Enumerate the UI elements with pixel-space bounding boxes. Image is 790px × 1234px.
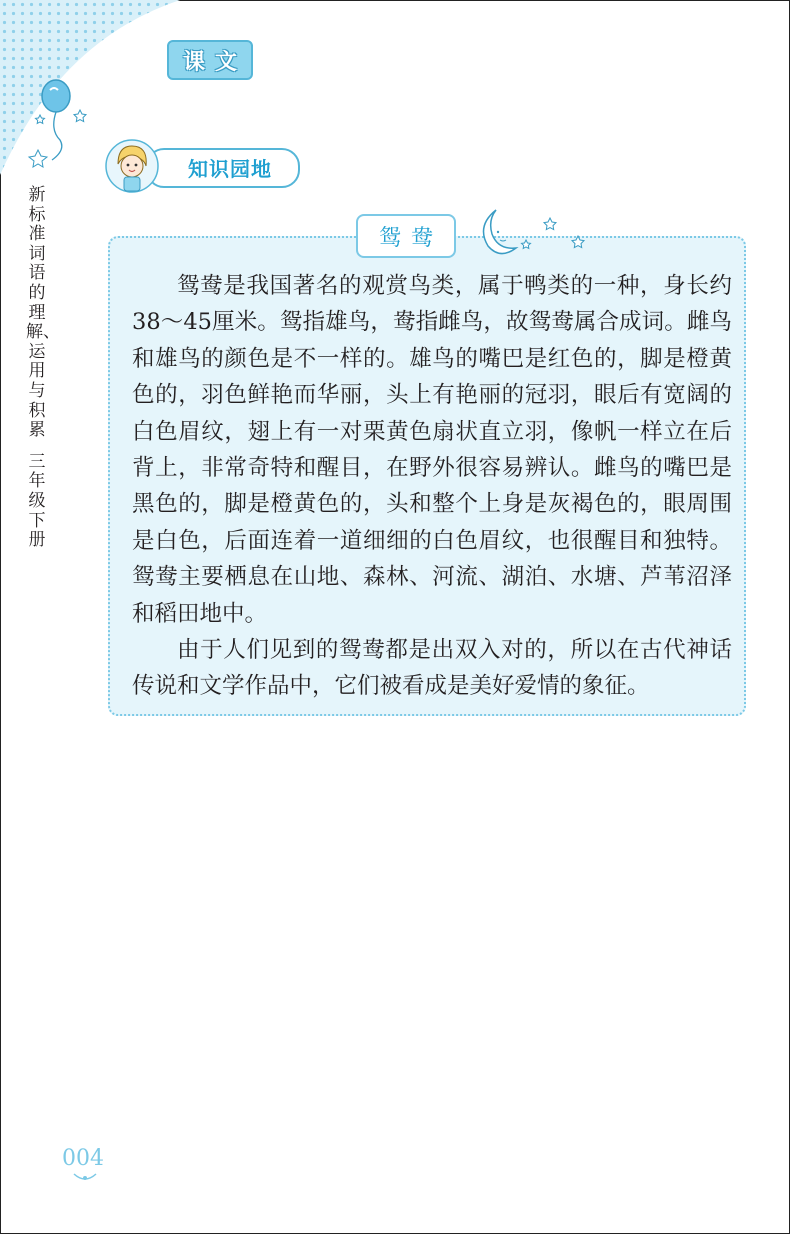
book-grade-text: 三年级下册 xyxy=(28,451,46,551)
balloon-icon xyxy=(42,80,70,160)
passage-paragraph-2: 由于人们见到的鸳鸯都是出双入对的，所以在古代神话传说和文学作品中，它们被看成是美好爱情的象征。 xyxy=(132,637,732,700)
girl-mascot-icon xyxy=(104,138,164,198)
passage-body xyxy=(132,268,732,705)
section-banner-text: 知识园地 xyxy=(188,157,272,181)
section-banner xyxy=(146,148,300,188)
passage-paragraph-1: 鸳鸯是我国著名的观赏鸟类，属于鸭类的一种，身长约38～45厘米。鸳指雄鸟，鸯指雌鸟，故鸳鸯属合成词。雌鸟和雄鸟的颜色是不一样的。雄鸟的嘴巴是红色的，脚是橙黄色的，羽色鲜艳而华丽，头上有艳丽的冠羽，眼后有宽阔的白色眉纹，翅上有一对栗黄色扇状直立羽，像帆一样立在后背上，非常奇特和醒目，在野外很容易辨认。雌鸟的嘴巴是黑色的，脚是橙黄色的，头和整个上身是灰褐色的，眼周围是白色，后面连着一道细细的白色眉纹，也很醒目和独特。鸳鸯主要栖息在山地、森林、河流、湖泊、水塘、芦苇沼泽和稻田地中。 xyxy=(132,273,732,627)
page-number: 004 xyxy=(62,1146,104,1171)
moon-stars-icon xyxy=(470,204,590,264)
lesson-label: 课文 xyxy=(167,40,253,80)
page-number-ornament xyxy=(70,1170,100,1182)
passage-title: 鸳鸯 xyxy=(356,214,456,258)
book-title-vertical xyxy=(26,185,60,551)
book-title-text: 新标准词语的理解、运用与积累 xyxy=(26,185,60,441)
